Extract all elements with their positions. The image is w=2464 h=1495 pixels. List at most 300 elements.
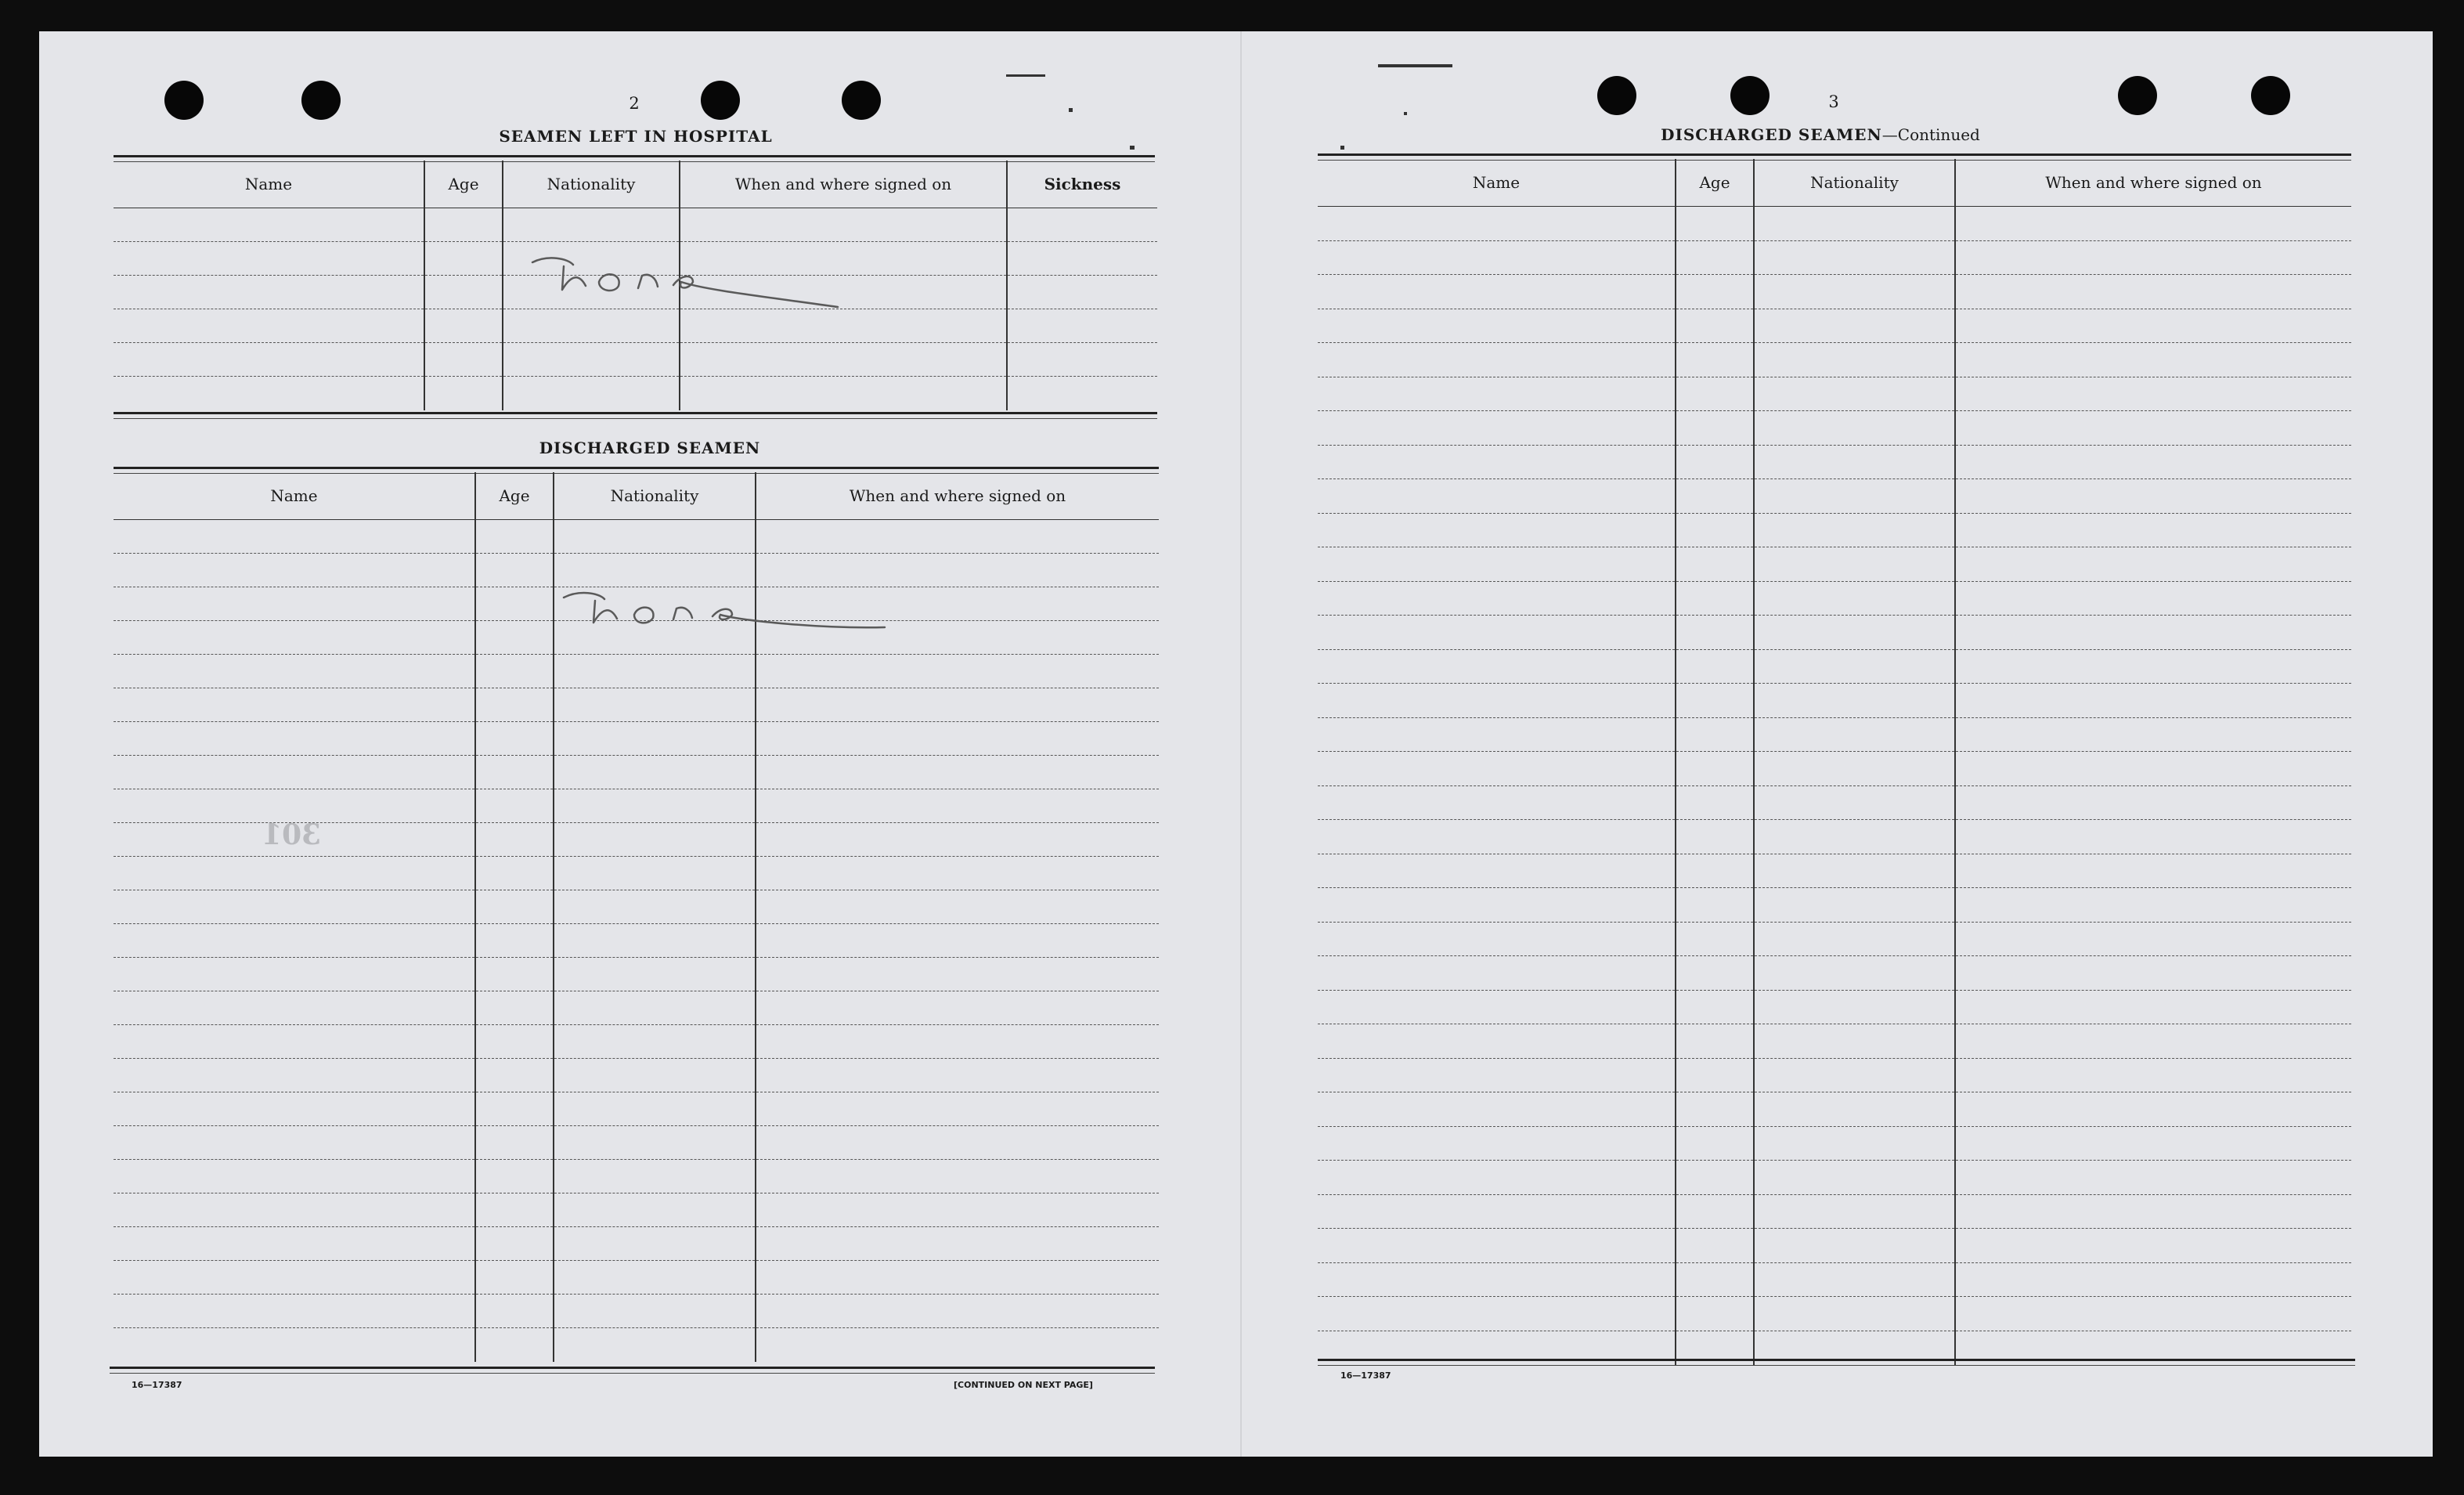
table-cell xyxy=(554,823,756,857)
table-cell xyxy=(1955,581,2351,616)
table-cell xyxy=(554,924,756,958)
table-row xyxy=(1318,854,2351,888)
table-cell xyxy=(475,554,554,587)
table-cell xyxy=(1754,1161,1955,1195)
table-row xyxy=(114,1295,1159,1328)
table-row xyxy=(114,1160,1159,1193)
table-cell xyxy=(1754,1092,1955,1127)
table-cell xyxy=(1955,513,2351,547)
table-cell xyxy=(1318,1092,1676,1127)
table-cell xyxy=(1754,1058,1955,1092)
table-cell xyxy=(475,722,554,756)
table-cell xyxy=(114,621,475,655)
table-cell xyxy=(756,1193,1159,1227)
table-cell xyxy=(554,1092,756,1126)
table-cell xyxy=(756,1059,1159,1092)
table-cell xyxy=(1955,990,2351,1024)
page-number: 3 xyxy=(1828,92,1839,111)
table-cell xyxy=(1754,1297,1955,1331)
table-cell xyxy=(1676,207,1754,241)
table-cell xyxy=(475,520,554,554)
table-cell xyxy=(680,377,1007,410)
table-cell xyxy=(114,756,475,789)
table-cell xyxy=(1754,616,1955,650)
table-cell xyxy=(1754,854,1955,888)
table-cell xyxy=(1955,1092,2351,1127)
table-cell xyxy=(1676,1161,1754,1195)
table-cell xyxy=(1754,956,1955,991)
table-cell xyxy=(680,309,1007,343)
table-cell xyxy=(1318,275,1676,309)
table-cell xyxy=(756,924,1159,958)
table-cell xyxy=(1007,208,1157,242)
table-cell xyxy=(1318,616,1676,650)
table-cell xyxy=(114,958,475,991)
table-row xyxy=(1318,1024,2351,1059)
column-header-name: Name xyxy=(1318,159,1676,207)
faded-stamp: 301 xyxy=(262,818,322,851)
table-cell xyxy=(1318,1262,1676,1297)
table-cell xyxy=(1955,377,2351,411)
table-row xyxy=(114,309,1157,343)
table-cell xyxy=(1955,922,2351,956)
table-cell xyxy=(475,655,554,688)
table-cell xyxy=(1676,854,1754,888)
table-cell xyxy=(475,621,554,655)
table-cell xyxy=(475,587,554,621)
table-cell xyxy=(1955,1194,2351,1229)
table-cell xyxy=(554,890,756,924)
table-cell xyxy=(554,958,756,991)
table-cell xyxy=(554,520,756,554)
table-row xyxy=(114,958,1159,991)
table-row xyxy=(114,722,1159,756)
table-cell xyxy=(503,208,680,242)
table-row xyxy=(1318,956,2351,991)
table-cell xyxy=(1676,343,1754,377)
table-cell xyxy=(114,276,424,309)
table-cell xyxy=(756,1092,1159,1126)
table-cell xyxy=(114,1059,475,1092)
form-number: 16—17387 xyxy=(132,1380,182,1390)
table-cell xyxy=(756,688,1159,722)
form-number: 16—17387 xyxy=(1340,1370,1391,1381)
table-cell xyxy=(1955,888,2351,923)
table-cell xyxy=(1754,684,1955,718)
section-title-discharged: DISCHARGED SEAMEN xyxy=(539,439,761,457)
table-row xyxy=(1318,1058,2351,1092)
table-cell xyxy=(756,857,1159,890)
table-row xyxy=(1318,581,2351,616)
punch-hole xyxy=(1597,76,1636,115)
page-number: 2 xyxy=(629,94,640,113)
table-cell xyxy=(1676,1092,1754,1127)
table-row xyxy=(114,554,1159,587)
table-cell xyxy=(1318,649,1676,684)
table-row xyxy=(1318,1229,2351,1263)
table-cell xyxy=(1318,854,1676,888)
table-cell xyxy=(1318,956,1676,991)
table-row xyxy=(114,520,1159,554)
table-cell xyxy=(756,554,1159,587)
table-cell xyxy=(554,1193,756,1227)
table-cell xyxy=(1955,820,2351,854)
table-cell xyxy=(554,991,756,1025)
table-row xyxy=(1318,717,2351,752)
table-cell xyxy=(1676,1262,1754,1297)
table-cell xyxy=(1754,309,1955,343)
column-header-nationality: Nationality xyxy=(1754,159,1955,207)
table-cell xyxy=(1318,1024,1676,1059)
table-cell xyxy=(1955,1262,2351,1297)
table-cell xyxy=(114,1193,475,1227)
table-cell xyxy=(756,1328,1159,1362)
table-cell xyxy=(1318,479,1676,514)
table-cell xyxy=(1754,1024,1955,1059)
table-cell xyxy=(554,688,756,722)
column-header-when-where: When and where signed on xyxy=(756,472,1159,520)
table-cell xyxy=(554,554,756,587)
table-cell xyxy=(1676,616,1754,650)
column-header-nationality: Nationality xyxy=(554,472,756,520)
table-cell xyxy=(756,655,1159,688)
table-cell xyxy=(554,1160,756,1193)
table-cell xyxy=(1955,616,2351,650)
table-cell xyxy=(475,789,554,823)
table-cell xyxy=(1318,581,1676,616)
table-cell xyxy=(1955,275,2351,309)
table-row xyxy=(1318,275,2351,309)
table-row xyxy=(1318,616,2351,650)
table-cell xyxy=(1676,1024,1754,1059)
table-row xyxy=(114,377,1157,410)
table-cell xyxy=(1955,1229,2351,1263)
table-cell xyxy=(756,789,1159,823)
table-cell xyxy=(1754,990,1955,1024)
table-cell xyxy=(1318,785,1676,820)
table-cell xyxy=(475,688,554,722)
table-cell xyxy=(1318,343,1676,377)
table-cell xyxy=(554,1025,756,1059)
table-cell xyxy=(1007,276,1157,309)
table-cell xyxy=(1754,1229,1955,1263)
table-cell xyxy=(424,377,503,410)
table-cell xyxy=(1676,888,1754,923)
table-cell xyxy=(1955,752,2351,786)
table-cell xyxy=(1754,1126,1955,1161)
table-row xyxy=(1318,1092,2351,1127)
table-row xyxy=(1318,445,2351,479)
column-header-name: Name xyxy=(114,472,475,520)
table-cell xyxy=(1676,922,1754,956)
table-cell xyxy=(1754,820,1955,854)
table-cell xyxy=(1955,547,2351,582)
table-cell xyxy=(1318,547,1676,582)
table-row xyxy=(114,1059,1159,1092)
table-cell xyxy=(424,276,503,309)
continued-note: [CONTINUED ON NEXT PAGE] xyxy=(954,1380,1093,1390)
table-cell xyxy=(1318,513,1676,547)
discharged-continued-table xyxy=(1318,159,2351,1365)
table-cell xyxy=(1318,752,1676,786)
table-row xyxy=(1318,547,2351,582)
table-cell xyxy=(554,722,756,756)
table-cell xyxy=(475,890,554,924)
table-cell xyxy=(475,958,554,991)
table-row xyxy=(114,890,1159,924)
table-cell xyxy=(1676,1297,1754,1331)
table-cell xyxy=(475,1126,554,1160)
table-cell xyxy=(554,756,756,789)
section-rule xyxy=(1318,1359,2355,1366)
table-cell xyxy=(756,1025,1159,1059)
table-cell xyxy=(1754,207,1955,241)
table-row xyxy=(1318,1126,2351,1161)
table-cell xyxy=(1754,752,1955,786)
table-cell xyxy=(1754,445,1955,479)
table-cell xyxy=(1754,411,1955,446)
table-row xyxy=(1318,820,2351,854)
table-cell xyxy=(1754,275,1955,309)
table-cell xyxy=(554,1126,756,1160)
table-cell xyxy=(756,1295,1159,1328)
punch-hole xyxy=(1730,76,1770,115)
table-cell xyxy=(1754,581,1955,616)
table-cell xyxy=(1318,207,1676,241)
table-cell xyxy=(114,554,475,587)
column-header-name: Name xyxy=(114,161,424,208)
table-cell xyxy=(1676,820,1754,854)
svg-text:None: None xyxy=(673,286,676,287)
scan-mark xyxy=(1006,74,1045,77)
table-cell xyxy=(1318,411,1676,446)
section-title-suffix: —Continued xyxy=(1881,125,1980,144)
table-cell xyxy=(475,1328,554,1362)
table-cell xyxy=(114,890,475,924)
table-cell xyxy=(1754,240,1955,275)
table-row xyxy=(1318,1194,2351,1229)
table-cell xyxy=(475,924,554,958)
table-cell xyxy=(554,1328,756,1362)
table-cell xyxy=(1754,377,1955,411)
table-cell xyxy=(1676,956,1754,991)
table-cell xyxy=(1676,581,1754,616)
table-cell xyxy=(554,1295,756,1328)
table-cell xyxy=(114,1328,475,1362)
table-cell xyxy=(114,1092,475,1126)
table-cell xyxy=(756,1126,1159,1160)
table-cell xyxy=(1318,717,1676,752)
column-header-age: Age xyxy=(475,472,554,520)
table-cell xyxy=(1676,275,1754,309)
punch-hole xyxy=(701,81,740,120)
table-cell xyxy=(1676,309,1754,343)
table-row xyxy=(114,208,1157,242)
punch-hole xyxy=(301,81,341,120)
handwritten-none-hospital xyxy=(525,251,853,313)
table-cell xyxy=(1754,1262,1955,1297)
table-cell xyxy=(1754,343,1955,377)
table-row xyxy=(1318,1297,2351,1331)
section-rule xyxy=(110,1367,1155,1374)
table-cell xyxy=(1676,377,1754,411)
table-cell xyxy=(1676,717,1754,752)
table-cell xyxy=(1754,785,1955,820)
punch-hole xyxy=(842,81,881,120)
table-cell xyxy=(1676,547,1754,582)
table-cell xyxy=(1318,377,1676,411)
table-cell xyxy=(554,1261,756,1295)
table-cell xyxy=(756,823,1159,857)
table-row xyxy=(114,857,1159,890)
table-row xyxy=(1318,513,2351,547)
table-cell xyxy=(475,1059,554,1092)
table-row xyxy=(114,655,1159,688)
table-cell xyxy=(554,655,756,688)
table-cell xyxy=(114,520,475,554)
column-header-when-where: When and where signed on xyxy=(1955,159,2351,207)
table-cell xyxy=(114,1126,475,1160)
table-cell xyxy=(1955,1058,2351,1092)
table-cell xyxy=(1955,1126,2351,1161)
table-cell xyxy=(1955,445,2351,479)
table-cell xyxy=(1318,1058,1676,1092)
table-cell xyxy=(1676,445,1754,479)
table-cell xyxy=(1318,1229,1676,1263)
table-cell xyxy=(554,789,756,823)
table-row xyxy=(114,688,1159,722)
table-row xyxy=(114,1193,1159,1227)
table-cell xyxy=(1676,513,1754,547)
table-cell xyxy=(1955,649,2351,684)
table-cell xyxy=(1955,411,2351,446)
scan-mark xyxy=(1130,146,1135,150)
table-cell xyxy=(756,1227,1159,1261)
table-cell xyxy=(756,991,1159,1025)
table-cell xyxy=(503,377,680,410)
table-row xyxy=(1318,309,2351,343)
table-cell xyxy=(1318,820,1676,854)
table-row xyxy=(1318,240,2351,275)
table-cell xyxy=(756,520,1159,554)
page-fold xyxy=(1240,31,1242,1457)
table-cell xyxy=(1676,752,1754,786)
punch-hole xyxy=(164,81,204,120)
table-cell xyxy=(1955,785,2351,820)
scan-mark xyxy=(1340,146,1344,150)
table-cell xyxy=(680,208,1007,242)
table-cell xyxy=(1318,922,1676,956)
table-cell xyxy=(1676,684,1754,718)
table-cell xyxy=(475,1092,554,1126)
table-row xyxy=(114,756,1159,789)
table-cell xyxy=(1955,240,2351,275)
handwritten-none-discharged xyxy=(556,583,893,638)
table-cell xyxy=(114,1160,475,1193)
table-row xyxy=(1318,785,2351,820)
table-cell xyxy=(1318,1297,1676,1331)
column-header-age: Age xyxy=(1676,159,1754,207)
table-cell xyxy=(1754,649,1955,684)
table-cell xyxy=(114,722,475,756)
table-cell xyxy=(114,242,424,276)
table-cell xyxy=(1676,1058,1754,1092)
table-cell xyxy=(756,890,1159,924)
table-cell xyxy=(1676,1229,1754,1263)
table-cell xyxy=(756,1261,1159,1295)
table-cell xyxy=(1007,377,1157,410)
table-cell xyxy=(1318,684,1676,718)
table-cell xyxy=(114,924,475,958)
table-row xyxy=(114,1025,1159,1059)
table-cell xyxy=(756,1160,1159,1193)
table-cell xyxy=(1955,207,2351,241)
table-cell xyxy=(114,1295,475,1328)
table-cell xyxy=(1955,1297,2351,1331)
table-cell xyxy=(503,343,680,377)
table-cell xyxy=(1676,479,1754,514)
table-cell xyxy=(1754,513,1955,547)
punch-hole xyxy=(2251,76,2290,115)
table-row xyxy=(1318,649,2351,684)
table-cell xyxy=(475,756,554,789)
table-cell xyxy=(475,1261,554,1295)
table-cell xyxy=(114,1261,475,1295)
table-cell xyxy=(1318,240,1676,275)
scan-mark xyxy=(1404,112,1407,115)
table-cell xyxy=(1955,1161,2351,1195)
table-cell xyxy=(756,958,1159,991)
table-cell xyxy=(1318,888,1676,923)
table-cell xyxy=(114,688,475,722)
table-row xyxy=(1318,411,2351,446)
table-cell xyxy=(114,377,424,410)
table-cell xyxy=(475,1227,554,1261)
column-header-age: Age xyxy=(424,161,503,208)
table-cell xyxy=(1676,411,1754,446)
table-cell xyxy=(475,1025,554,1059)
table-cell xyxy=(424,208,503,242)
punch-hole xyxy=(2118,76,2157,115)
table-cell xyxy=(475,823,554,857)
table-cell xyxy=(1955,309,2351,343)
table-cell xyxy=(114,655,475,688)
table-cell xyxy=(1676,1194,1754,1229)
table-cell xyxy=(1754,888,1955,923)
table-row xyxy=(1318,1262,2351,1297)
table-cell xyxy=(1955,479,2351,514)
table-cell xyxy=(1318,309,1676,343)
table-cell xyxy=(1318,445,1676,479)
table-cell xyxy=(1007,343,1157,377)
table-cell xyxy=(424,242,503,276)
table-cell xyxy=(114,857,475,890)
table-cell xyxy=(1955,956,2351,991)
table-cell xyxy=(1754,547,1955,582)
table-row xyxy=(114,1328,1159,1362)
table-cell xyxy=(1318,1194,1676,1229)
table-cell xyxy=(1754,479,1955,514)
table-row xyxy=(1318,752,2351,786)
table-cell xyxy=(1676,240,1754,275)
table-cell xyxy=(756,722,1159,756)
table-cell xyxy=(1754,1194,1955,1229)
table-cell xyxy=(554,857,756,890)
table-cell xyxy=(114,587,475,621)
table-cell xyxy=(680,343,1007,377)
table-cell xyxy=(475,1193,554,1227)
table-cell xyxy=(1955,717,2351,752)
